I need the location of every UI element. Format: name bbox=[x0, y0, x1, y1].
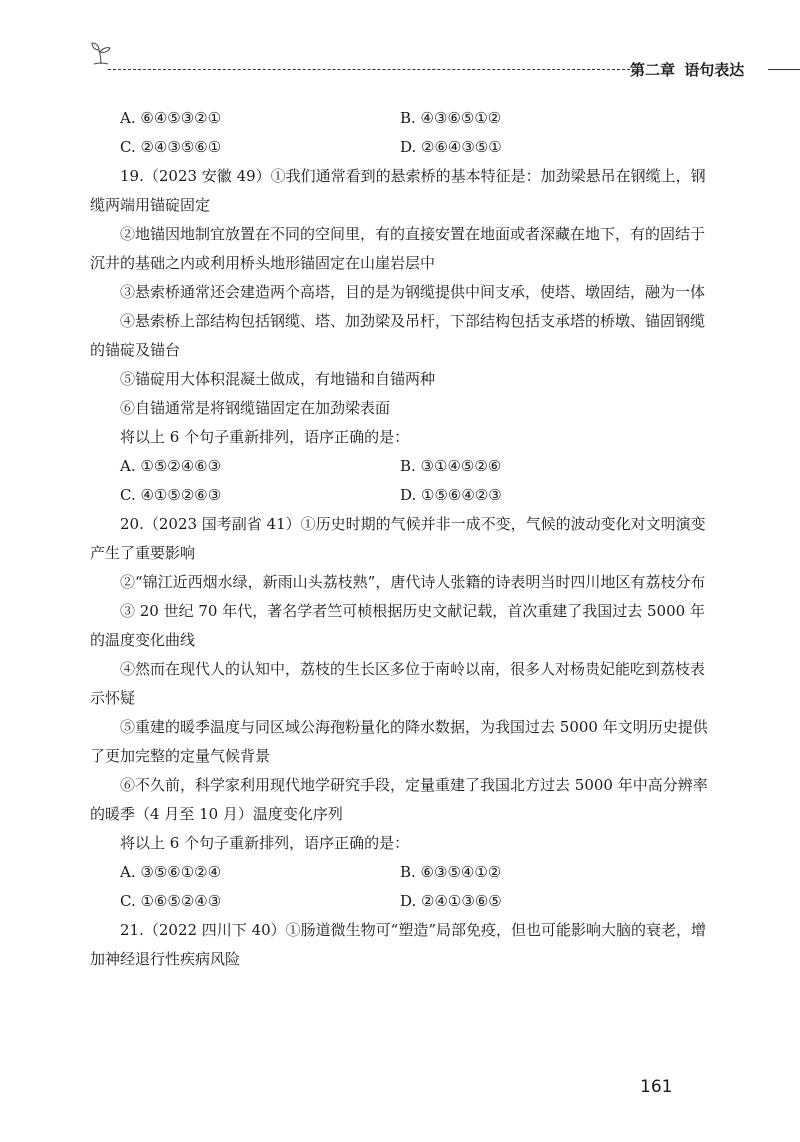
q19-sentence-2: ②地锚因地制宜放置在不同的空间里，有的直接安置在地面或者深藏在地下，有的固结于沉井的基础之内或利用桥头地形锚固定在山崖岩层中 bbox=[90, 225, 706, 272]
q19-sentence-5: ⑤锚碇用大体积混凝土做成，有地锚和自锚两种 bbox=[120, 370, 436, 388]
q19-options bbox=[90, 452, 710, 510]
q18-option-c: C. ②④③⑤⑥① bbox=[120, 138, 222, 156]
q20-options bbox=[90, 858, 710, 916]
q19-option-c: C. ④①⑤②⑥③ bbox=[120, 486, 222, 504]
q19-option-b: B. ③①④⑤②⑥ bbox=[400, 457, 502, 475]
q18-option-d: D. ②⑥④③⑤① bbox=[400, 138, 502, 156]
chapter-number: 第二章 bbox=[630, 61, 676, 79]
page-content bbox=[90, 104, 710, 974]
q19-option-a: A. ①⑤②④⑥③ bbox=[120, 457, 222, 475]
q19-sentence-4: ④悬索桥上部结构包括钢缆、塔、加劲梁及吊杆，下部结构包括支承塔的桥墩、锚固钢缆的锚碇及锚台 bbox=[90, 312, 706, 359]
q18-options bbox=[90, 104, 710, 162]
chapter-heading bbox=[630, 59, 748, 80]
q18-option-b: B. ④③⑥⑤①② bbox=[400, 109, 502, 127]
sprout-icon bbox=[90, 40, 112, 66]
q19-option-d: D. ①⑤⑥④②③ bbox=[400, 486, 502, 504]
page-number: 161 bbox=[640, 1077, 673, 1097]
q20-option-b: B. ⑥③⑤④①② bbox=[400, 863, 502, 881]
q21-stem: 21.（2022 四川下 40）①肠道微生物可“塑造”局部免疫，但也可能影响大脑的衰老，增加神经退行性疾病风险 bbox=[90, 921, 706, 968]
q20-option-d: D. ②④①③⑥⑤ bbox=[400, 892, 502, 910]
chapter-title: 语句表达 bbox=[684, 61, 745, 79]
q20-stem: 20.（2023 国考副省 41）①历史时期的气候并非一成不变，气候的波动变化对文明演变产生了重要影响 bbox=[90, 515, 706, 562]
q20-sentence-2: ②“锦江近西烟水绿，新雨山头荔枝熟”，唐代诗人张籍的诗表明当时四川地区有荔枝分布 bbox=[120, 573, 706, 591]
q20-option-c: C. ①⑥⑤②④③ bbox=[120, 892, 222, 910]
q20-sentence-5: ⑤重建的暖季温度与同区域公海孢粉量化的降水数据，为我国过去 5000 年文明历史提供了更加完整的定量气候背景 bbox=[90, 718, 708, 765]
q19-sentence-3: ③悬索桥通常还会建造两个高塔，目的是为钢缆提供中间支承，使塔、墩固结，融为一体 bbox=[120, 283, 706, 301]
header-rule-left bbox=[108, 69, 630, 70]
q20-sentence-6: ⑥不久前，科学家利用现代地学研究手段，定量重建了我国北方过去 5000 年中高分辨率的暖季（4 月至 10 月）温度变化序列 bbox=[90, 776, 708, 823]
page-header bbox=[90, 40, 745, 80]
q20-sentence-4: ④然而在现代人的认知中，荔枝的生长区多位于南岭以南，很多人对杨贵妃能吃到荔枝表示怀疑 bbox=[90, 660, 706, 707]
q20-sentence-3: ③ 20 世纪 70 年代，著名学者竺可桢根据历史文献记载，首次重建了我国过去 5000 年的温度变化曲线 bbox=[90, 602, 705, 649]
q20-prompt: 将以上 6 个句子重新排列，语序正确的是： bbox=[120, 834, 410, 852]
q18-option-a: A. ⑥④⑤③②① bbox=[120, 109, 222, 127]
q20-option-a: A. ③⑤⑥①②④ bbox=[120, 863, 222, 881]
q19-stem: 19.（2023 安徽 49）①我们通常看到的悬索桥的基本特征是：加劲梁悬吊在钢缆上，钢缆两端用锚碇固定 bbox=[90, 167, 706, 214]
header-rule-right bbox=[768, 69, 800, 70]
q19-prompt: 将以上 6 个句子重新排列，语序正确的是： bbox=[120, 428, 410, 446]
q19-sentence-6: ⑥自锚通常是将钢缆锚固定在加劲梁表面 bbox=[120, 399, 391, 417]
